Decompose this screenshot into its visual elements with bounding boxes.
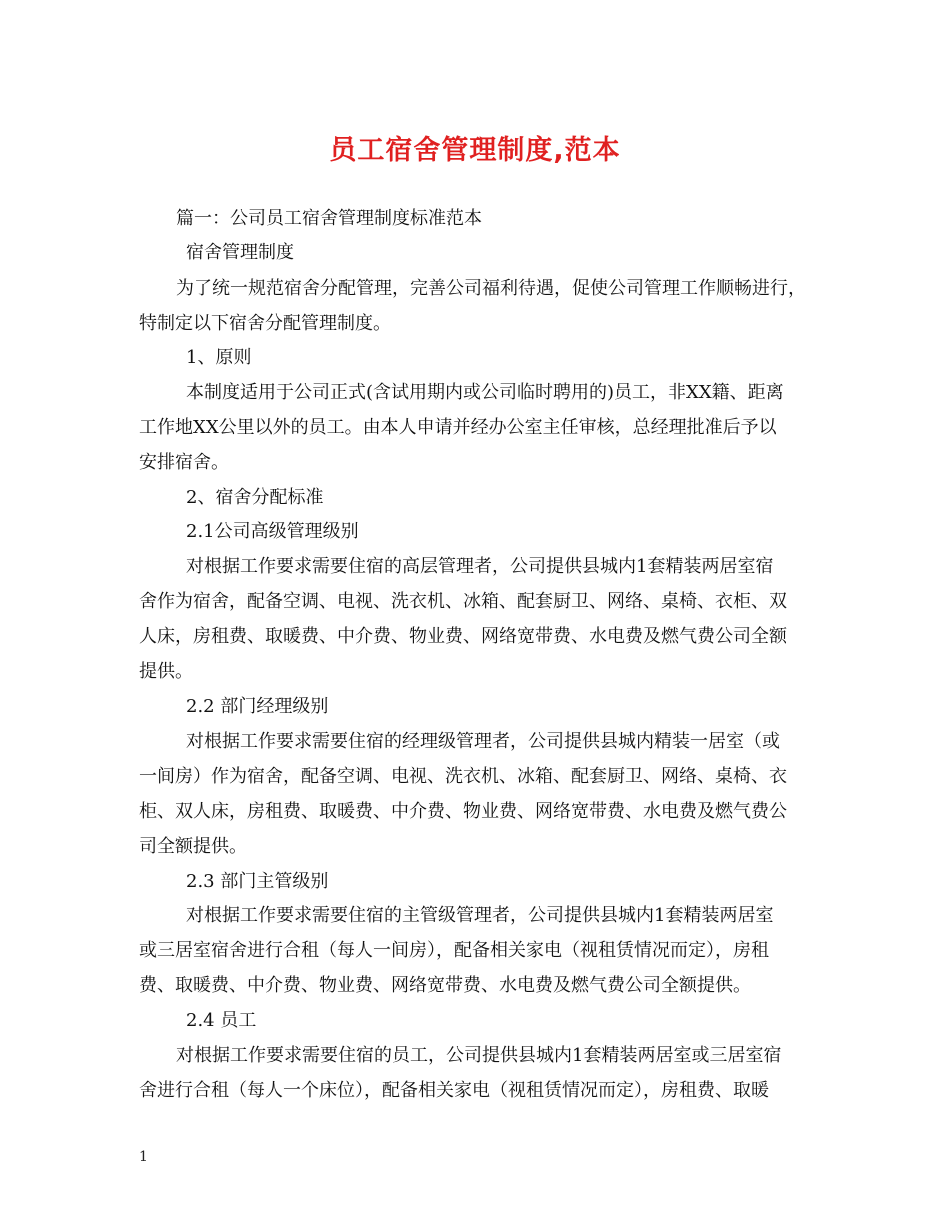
paragraph-line: 舍进行合租（每人一个床位），配备相关家电（视租赁情况而定），房租费、取暖 (139, 1080, 769, 1101)
clause-heading: 2.4 员工 (186, 1010, 257, 1031)
paragraph-line: 安排宿舍。 (139, 452, 229, 473)
paragraph-line: 工作地XX公里以外的员工。由本人申请并经办公室主任审核，总经理批准后予以 (139, 417, 777, 438)
clause-heading: 2.1公司高级管理级别 (186, 521, 359, 542)
paragraph-line: 为了统一规范宿舍分配管理，完善公司福利待遇，促使公司管理工作顺畅进行， (176, 278, 806, 299)
paragraph-line: 对根据工作要求需要住宿的员工，公司提供县城内1套精装两居室或三居室宿 (176, 1045, 782, 1066)
paragraph-line: 提供。 (139, 661, 193, 682)
paragraph-line: 本制度适用于公司正式(含试用期内或公司临时聘用的)员工，非XX籍、距离 (186, 382, 784, 403)
paragraph-line: 费、取暖费、中介费、物业费、网络宽带费、水电费及燃气费公司全额提供。 (139, 975, 751, 996)
paragraph-line: 对根据工作要求需要住宿的主管级管理者，公司提供县城内1套精装两居室 (186, 905, 774, 926)
document-title: 员工宿舍管理制度,范本 (329, 135, 621, 166)
clause-heading: 2.3 部门主管级别 (186, 871, 329, 892)
paragraph-line: 特制定以下宿舍分配管理制度。 (139, 313, 391, 334)
section-heading: 篇一：公司员工宿舍管理制度标准范本 (176, 208, 482, 229)
page-number: 1 (139, 1149, 148, 1165)
paragraph-line: 司全额提供。 (139, 836, 247, 857)
paragraph-line: 一间房）作为宿舍，配备空调、电视、洗衣机、冰箱、配套厨卫、网络、桌椅、衣 (139, 766, 787, 787)
clause-heading: 2.2 部门经理级别 (186, 696, 329, 717)
paragraph-line: 人床，房租费、取暖费、中介费、物业费、网络宽带费、水电费及燃气费公司全额 (139, 626, 787, 647)
paragraph-line: 舍作为宿舍，配备空调、电视、洗衣机、冰箱、配套厨卫、网络、桌椅、衣柜、双 (139, 591, 787, 612)
paragraph-line: 对根据工作要求需要住宿的高层管理者，公司提供县城内1套精装两居室宿 (186, 556, 774, 577)
clause-heading: 1、原则 (186, 347, 252, 368)
clause-heading: 2、宿舍分配标准 (186, 487, 324, 508)
paragraph-line: 柜、双人床，房租费、取暖费、中介费、物业费、网络宽带费、水电费及燃气费公 (139, 801, 787, 822)
subheading: 宿舍管理制度 (186, 242, 294, 263)
paragraph-line: 或三居室宿舍进行合租（每人一间房），配备相关家电（视租赁情况而定），房租 (139, 940, 769, 961)
paragraph-line: 对根据工作要求需要住宿的经理级管理者，公司提供县城内精装一居室（或 (186, 731, 780, 752)
